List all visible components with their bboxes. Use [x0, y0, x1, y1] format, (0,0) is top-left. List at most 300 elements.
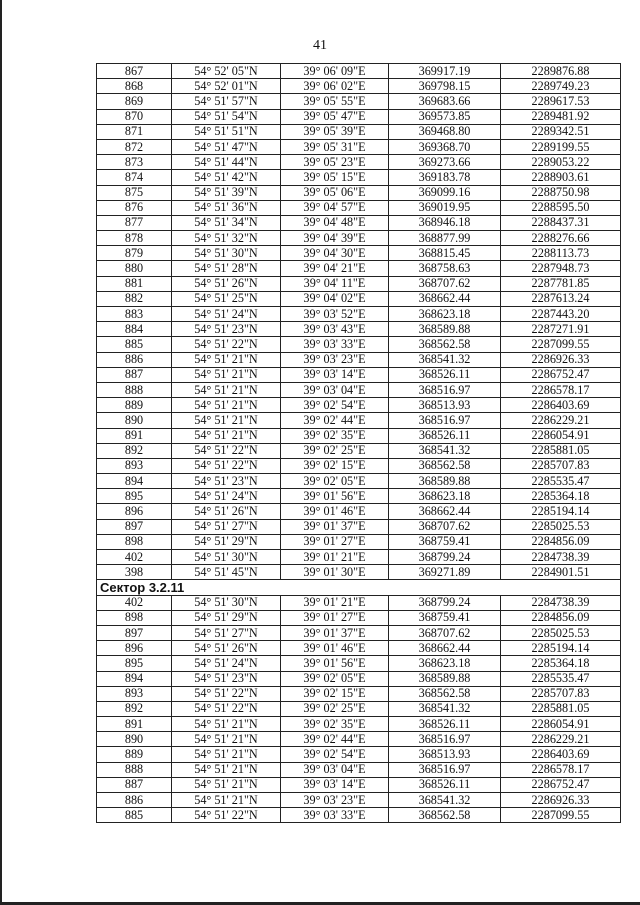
latitude-cell: 54° 51' 21"N — [172, 398, 281, 413]
latitude-cell: 54° 51' 54"N — [172, 109, 281, 124]
x-coordinate-cell: 369368.70 — [389, 139, 501, 154]
latitude-cell: 54° 51' 39"N — [172, 185, 281, 200]
table-row — [97, 413, 621, 428]
longitude-cell: 39° 03' 23"E — [281, 352, 389, 367]
x-coordinate-cell: 368707.62 — [389, 519, 501, 534]
longitude-cell: 39° 02' 25"E — [281, 701, 389, 716]
point-number-cell: 890 — [97, 732, 172, 747]
point-number-cell: 870 — [97, 109, 172, 124]
y-coordinate-cell: 2286926.33 — [501, 793, 621, 808]
longitude-cell: 39° 02' 44"E — [281, 413, 389, 428]
longitude-cell: 39° 02' 05"E — [281, 671, 389, 686]
point-number-cell: 892 — [97, 443, 172, 458]
y-coordinate-cell: 2284901.51 — [501, 565, 621, 580]
point-number-cell: 877 — [97, 215, 172, 230]
y-coordinate-cell: 2286578.17 — [501, 382, 621, 397]
y-coordinate-cell: 2287099.55 — [501, 337, 621, 352]
longitude-cell: 39° 01' 46"E — [281, 641, 389, 656]
table-row — [97, 610, 621, 625]
table-row — [97, 717, 621, 732]
longitude-cell: 39° 04' 48"E — [281, 215, 389, 230]
longitude-cell: 39° 01' 37"E — [281, 625, 389, 640]
y-coordinate-cell: 2289749.23 — [501, 79, 621, 94]
page-border-left — [0, 0, 2, 905]
point-number-cell: 887 — [97, 777, 172, 792]
table-row — [97, 185, 621, 200]
x-coordinate-cell: 369798.15 — [389, 79, 501, 94]
table-row — [97, 322, 621, 337]
longitude-cell: 39° 05' 15"E — [281, 170, 389, 185]
longitude-cell: 39° 06' 09"E — [281, 64, 389, 79]
longitude-cell: 39° 03' 52"E — [281, 307, 389, 322]
x-coordinate-cell: 368541.32 — [389, 701, 501, 716]
point-number-cell: 869 — [97, 94, 172, 109]
table-row — [97, 732, 621, 747]
latitude-cell: 54° 51' 44"N — [172, 155, 281, 170]
latitude-cell: 54° 51' 21"N — [172, 747, 281, 762]
point-number-cell: 883 — [97, 307, 172, 322]
x-coordinate-cell: 368662.44 — [389, 504, 501, 519]
latitude-cell: 54° 51' 26"N — [172, 504, 281, 519]
point-number-cell: 882 — [97, 291, 172, 306]
longitude-cell: 39° 02' 54"E — [281, 398, 389, 413]
y-coordinate-cell: 2286229.21 — [501, 732, 621, 747]
x-coordinate-cell: 368541.32 — [389, 793, 501, 808]
longitude-cell: 39° 03' 14"E — [281, 777, 389, 792]
x-coordinate-cell: 369573.85 — [389, 109, 501, 124]
x-coordinate-cell: 368589.88 — [389, 671, 501, 686]
point-number-cell: 881 — [97, 276, 172, 291]
latitude-cell: 54° 51' 28"N — [172, 261, 281, 276]
longitude-cell: 39° 01' 30"E — [281, 565, 389, 580]
point-number-cell: 885 — [97, 808, 172, 823]
coordinates-table — [96, 63, 621, 823]
y-coordinate-cell: 2286578.17 — [501, 762, 621, 777]
latitude-cell: 54° 51' 30"N — [172, 595, 281, 610]
longitude-cell: 39° 06' 02"E — [281, 79, 389, 94]
y-coordinate-cell: 2284738.39 — [501, 595, 621, 610]
x-coordinate-cell: 368799.24 — [389, 550, 501, 565]
table-row — [97, 474, 621, 489]
table-row — [97, 155, 621, 170]
x-coordinate-cell: 368707.62 — [389, 276, 501, 291]
table-row — [97, 337, 621, 352]
table-row — [97, 79, 621, 94]
point-number-cell: 876 — [97, 200, 172, 215]
longitude-cell: 39° 03' 33"E — [281, 337, 389, 352]
table-row — [97, 170, 621, 185]
table-row — [97, 671, 621, 686]
x-coordinate-cell: 368526.11 — [389, 717, 501, 732]
point-number-cell: 897 — [97, 625, 172, 640]
table-row — [97, 686, 621, 701]
latitude-cell: 54° 51' 21"N — [172, 793, 281, 808]
latitude-cell: 54° 51' 22"N — [172, 337, 281, 352]
y-coordinate-cell: 2285194.14 — [501, 641, 621, 656]
point-number-cell: 867 — [97, 64, 172, 79]
longitude-cell: 39° 01' 56"E — [281, 489, 389, 504]
longitude-cell: 39° 03' 04"E — [281, 382, 389, 397]
longitude-cell: 39° 04' 02"E — [281, 291, 389, 306]
x-coordinate-cell: 368815.45 — [389, 246, 501, 261]
longitude-cell: 39° 02' 25"E — [281, 443, 389, 458]
x-coordinate-cell: 369273.66 — [389, 155, 501, 170]
latitude-cell: 54° 51' 26"N — [172, 276, 281, 291]
x-coordinate-cell: 368707.62 — [389, 625, 501, 640]
y-coordinate-cell: 2286054.91 — [501, 428, 621, 443]
x-coordinate-cell: 368562.58 — [389, 808, 501, 823]
y-coordinate-cell: 2286752.47 — [501, 367, 621, 382]
table-row — [97, 625, 621, 640]
longitude-cell: 39° 02' 54"E — [281, 747, 389, 762]
y-coordinate-cell: 2288113.73 — [501, 246, 621, 261]
y-coordinate-cell: 2286926.33 — [501, 352, 621, 367]
point-number-cell: 886 — [97, 793, 172, 808]
x-coordinate-cell: 368562.58 — [389, 458, 501, 473]
point-number-cell: 895 — [97, 656, 172, 671]
table-row — [97, 777, 621, 792]
point-number-cell: 868 — [97, 79, 172, 94]
latitude-cell: 54° 51' 22"N — [172, 701, 281, 716]
y-coordinate-cell: 2287099.55 — [501, 808, 621, 823]
point-number-cell: 402 — [97, 595, 172, 610]
longitude-cell: 39° 02' 05"E — [281, 474, 389, 489]
point-number-cell: 871 — [97, 124, 172, 139]
point-number-cell: 885 — [97, 337, 172, 352]
table-row — [97, 291, 621, 306]
y-coordinate-cell: 2285025.53 — [501, 625, 621, 640]
table-row — [97, 808, 621, 823]
longitude-cell: 39° 01' 46"E — [281, 504, 389, 519]
y-coordinate-cell: 2287781.85 — [501, 276, 621, 291]
table-row — [97, 367, 621, 382]
longitude-cell: 39° 04' 30"E — [281, 246, 389, 261]
table-row — [97, 139, 621, 154]
x-coordinate-cell: 369019.95 — [389, 200, 501, 215]
longitude-cell: 39° 05' 55"E — [281, 94, 389, 109]
y-coordinate-cell: 2284856.09 — [501, 534, 621, 549]
longitude-cell: 39° 01' 27"E — [281, 534, 389, 549]
y-coordinate-cell: 2289617.53 — [501, 94, 621, 109]
longitude-cell: 39° 04' 57"E — [281, 200, 389, 215]
y-coordinate-cell: 2286229.21 — [501, 413, 621, 428]
x-coordinate-cell: 368623.18 — [389, 489, 501, 504]
table-row — [97, 94, 621, 109]
point-number-cell: 872 — [97, 139, 172, 154]
latitude-cell: 54° 51' 21"N — [172, 382, 281, 397]
x-coordinate-cell: 368541.32 — [389, 443, 501, 458]
latitude-cell: 54° 51' 25"N — [172, 291, 281, 306]
latitude-cell: 54° 51' 21"N — [172, 777, 281, 792]
point-number-cell: 884 — [97, 322, 172, 337]
point-number-cell: 891 — [97, 717, 172, 732]
x-coordinate-cell: 368589.88 — [389, 474, 501, 489]
y-coordinate-cell: 2285707.83 — [501, 458, 621, 473]
longitude-cell: 39° 03' 43"E — [281, 322, 389, 337]
y-coordinate-cell: 2285364.18 — [501, 489, 621, 504]
x-coordinate-cell: 369917.19 — [389, 64, 501, 79]
latitude-cell: 54° 51' 27"N — [172, 519, 281, 534]
latitude-cell: 54° 51' 29"N — [172, 610, 281, 625]
point-number-cell: 886 — [97, 352, 172, 367]
point-number-cell: 878 — [97, 231, 172, 246]
point-number-cell: 896 — [97, 641, 172, 656]
x-coordinate-cell: 368526.11 — [389, 367, 501, 382]
x-coordinate-cell: 368526.11 — [389, 777, 501, 792]
x-coordinate-cell: 368759.41 — [389, 610, 501, 625]
x-coordinate-cell: 369099.16 — [389, 185, 501, 200]
latitude-cell: 54° 51' 57"N — [172, 94, 281, 109]
table-row — [97, 747, 621, 762]
y-coordinate-cell: 2287443.20 — [501, 307, 621, 322]
y-coordinate-cell: 2288437.31 — [501, 215, 621, 230]
latitude-cell: 54° 51' 23"N — [172, 474, 281, 489]
y-coordinate-cell: 2289342.51 — [501, 124, 621, 139]
longitude-cell: 39° 02' 44"E — [281, 732, 389, 747]
point-number-cell: 889 — [97, 747, 172, 762]
y-coordinate-cell: 2289053.22 — [501, 155, 621, 170]
point-number-cell: 894 — [97, 474, 172, 489]
point-number-cell: 892 — [97, 701, 172, 716]
x-coordinate-cell: 368513.93 — [389, 747, 501, 762]
x-coordinate-cell: 368516.97 — [389, 762, 501, 777]
longitude-cell: 39° 01' 27"E — [281, 610, 389, 625]
latitude-cell: 54° 51' 27"N — [172, 625, 281, 640]
y-coordinate-cell: 2286403.69 — [501, 747, 621, 762]
point-number-cell: 874 — [97, 170, 172, 185]
point-number-cell: 879 — [97, 246, 172, 261]
point-number-cell: 873 — [97, 155, 172, 170]
y-coordinate-cell: 2285881.05 — [501, 443, 621, 458]
table-row — [97, 200, 621, 215]
y-coordinate-cell: 2289481.92 — [501, 109, 621, 124]
y-coordinate-cell: 2288750.98 — [501, 185, 621, 200]
y-coordinate-cell: 2284738.39 — [501, 550, 621, 565]
latitude-cell: 54° 51' 34"N — [172, 215, 281, 230]
point-number-cell: 894 — [97, 671, 172, 686]
longitude-cell: 39° 05' 39"E — [281, 124, 389, 139]
x-coordinate-cell: 368526.11 — [389, 428, 501, 443]
latitude-cell: 54° 51' 21"N — [172, 367, 281, 382]
latitude-cell: 54° 51' 24"N — [172, 656, 281, 671]
longitude-cell: 39° 02' 35"E — [281, 428, 389, 443]
y-coordinate-cell: 2286403.69 — [501, 398, 621, 413]
table-row — [97, 595, 621, 610]
y-coordinate-cell: 2289199.55 — [501, 139, 621, 154]
x-coordinate-cell: 368516.97 — [389, 413, 501, 428]
table-row — [97, 489, 621, 504]
table-row — [97, 109, 621, 124]
longitude-cell: 39° 03' 33"E — [281, 808, 389, 823]
latitude-cell: 54° 51' 21"N — [172, 413, 281, 428]
latitude-cell: 54° 51' 23"N — [172, 671, 281, 686]
x-coordinate-cell: 368562.58 — [389, 686, 501, 701]
point-number-cell: 402 — [97, 550, 172, 565]
point-number-cell: 893 — [97, 686, 172, 701]
point-number-cell: 889 — [97, 398, 172, 413]
point-number-cell: 875 — [97, 185, 172, 200]
x-coordinate-cell: 368759.41 — [389, 534, 501, 549]
x-coordinate-cell: 368513.93 — [389, 398, 501, 413]
latitude-cell: 54° 52' 01"N — [172, 79, 281, 94]
x-coordinate-cell: 369271.89 — [389, 565, 501, 580]
table-row — [97, 64, 621, 79]
longitude-cell: 39° 05' 23"E — [281, 155, 389, 170]
latitude-cell: 54° 51' 24"N — [172, 307, 281, 322]
table-row — [97, 307, 621, 322]
y-coordinate-cell: 2285535.47 — [501, 671, 621, 686]
table-row — [97, 762, 621, 777]
table-row — [97, 458, 621, 473]
latitude-cell: 54° 51' 21"N — [172, 352, 281, 367]
longitude-cell: 39° 01' 21"E — [281, 595, 389, 610]
x-coordinate-cell: 368562.58 — [389, 337, 501, 352]
point-number-cell: 398 — [97, 565, 172, 580]
point-number-cell: 888 — [97, 382, 172, 397]
latitude-cell: 54° 51' 29"N — [172, 534, 281, 549]
latitude-cell: 54° 51' 24"N — [172, 489, 281, 504]
longitude-cell: 39° 01' 21"E — [281, 550, 389, 565]
y-coordinate-cell: 2285881.05 — [501, 701, 621, 716]
latitude-cell: 54° 51' 22"N — [172, 686, 281, 701]
y-coordinate-cell: 2285194.14 — [501, 504, 621, 519]
y-coordinate-cell: 2286054.91 — [501, 717, 621, 732]
table-row — [97, 246, 621, 261]
point-number-cell: 891 — [97, 428, 172, 443]
latitude-cell: 54° 51' 21"N — [172, 762, 281, 777]
table-row — [97, 550, 621, 565]
latitude-cell: 54° 51' 22"N — [172, 458, 281, 473]
y-coordinate-cell: 2288276.66 — [501, 231, 621, 246]
latitude-cell: 54° 51' 47"N — [172, 139, 281, 154]
y-coordinate-cell: 2287613.24 — [501, 291, 621, 306]
x-coordinate-cell: 369183.78 — [389, 170, 501, 185]
table-row — [97, 215, 621, 230]
longitude-cell: 39° 03' 23"E — [281, 793, 389, 808]
point-number-cell: 896 — [97, 504, 172, 519]
y-coordinate-cell: 2288595.50 — [501, 200, 621, 215]
y-coordinate-cell: 2287271.91 — [501, 322, 621, 337]
latitude-cell: 54° 51' 21"N — [172, 732, 281, 747]
x-coordinate-cell: 368758.63 — [389, 261, 501, 276]
table-row — [97, 276, 621, 291]
y-coordinate-cell: 2289876.88 — [501, 64, 621, 79]
y-coordinate-cell: 2287948.73 — [501, 261, 621, 276]
y-coordinate-cell: 2285364.18 — [501, 656, 621, 671]
x-coordinate-cell: 368662.44 — [389, 641, 501, 656]
point-number-cell: 893 — [97, 458, 172, 473]
x-coordinate-cell: 368516.97 — [389, 732, 501, 747]
longitude-cell: 39° 03' 14"E — [281, 367, 389, 382]
x-coordinate-cell: 368662.44 — [389, 291, 501, 306]
table-row — [97, 428, 621, 443]
latitude-cell: 54° 51' 22"N — [172, 443, 281, 458]
table-row — [97, 398, 621, 413]
x-coordinate-cell: 369468.80 — [389, 124, 501, 139]
latitude-cell: 54° 51' 21"N — [172, 717, 281, 732]
table-row — [97, 565, 621, 580]
sector-heading-row — [97, 580, 621, 595]
longitude-cell: 39° 04' 21"E — [281, 261, 389, 276]
latitude-cell: 54° 51' 26"N — [172, 641, 281, 656]
point-number-cell: 890 — [97, 413, 172, 428]
latitude-cell: 54° 51' 21"N — [172, 428, 281, 443]
table-row — [97, 352, 621, 367]
longitude-cell: 39° 04' 39"E — [281, 231, 389, 246]
table-row — [97, 534, 621, 549]
table-row — [97, 124, 621, 139]
point-number-cell: 897 — [97, 519, 172, 534]
longitude-cell: 39° 01' 56"E — [281, 656, 389, 671]
table-row — [97, 656, 621, 671]
longitude-cell: 39° 05' 31"E — [281, 139, 389, 154]
table-row — [97, 382, 621, 397]
table-row — [97, 231, 621, 246]
table-row — [97, 793, 621, 808]
page-number: 41 — [313, 38, 327, 53]
x-coordinate-cell: 369683.66 — [389, 94, 501, 109]
latitude-cell: 54° 51' 32"N — [172, 231, 281, 246]
longitude-cell: 39° 02' 15"E — [281, 458, 389, 473]
longitude-cell: 39° 05' 47"E — [281, 109, 389, 124]
point-number-cell: 880 — [97, 261, 172, 276]
x-coordinate-cell: 368589.88 — [389, 322, 501, 337]
point-number-cell: 887 — [97, 367, 172, 382]
latitude-cell: 54° 51' 22"N — [172, 808, 281, 823]
point-number-cell: 898 — [97, 534, 172, 549]
latitude-cell: 54° 51' 30"N — [172, 246, 281, 261]
y-coordinate-cell: 2285025.53 — [501, 519, 621, 534]
y-coordinate-cell: 2288903.61 — [501, 170, 621, 185]
x-coordinate-cell: 368877.99 — [389, 231, 501, 246]
table-row — [97, 701, 621, 716]
x-coordinate-cell: 368946.18 — [389, 215, 501, 230]
table-row — [97, 261, 621, 276]
point-number-cell: 888 — [97, 762, 172, 777]
y-coordinate-cell: 2286752.47 — [501, 777, 621, 792]
sector-heading: Сектор 3.2.11 — [97, 580, 621, 595]
point-number-cell: 895 — [97, 489, 172, 504]
x-coordinate-cell: 368799.24 — [389, 595, 501, 610]
latitude-cell: 54° 51' 36"N — [172, 200, 281, 215]
longitude-cell: 39° 02' 15"E — [281, 686, 389, 701]
latitude-cell: 54° 51' 51"N — [172, 124, 281, 139]
latitude-cell: 54° 51' 42"N — [172, 170, 281, 185]
table-row — [97, 641, 621, 656]
longitude-cell: 39° 04' 11"E — [281, 276, 389, 291]
table-row — [97, 443, 621, 458]
x-coordinate-cell: 368516.97 — [389, 382, 501, 397]
latitude-cell: 54° 52' 05"N — [172, 64, 281, 79]
x-coordinate-cell: 368623.18 — [389, 656, 501, 671]
table-row — [97, 519, 621, 534]
longitude-cell: 39° 03' 04"E — [281, 762, 389, 777]
coordinates-table-body — [97, 64, 621, 823]
y-coordinate-cell: 2285707.83 — [501, 686, 621, 701]
x-coordinate-cell: 368541.32 — [389, 352, 501, 367]
y-coordinate-cell: 2284856.09 — [501, 610, 621, 625]
latitude-cell: 54° 51' 45"N — [172, 565, 281, 580]
longitude-cell: 39° 02' 35"E — [281, 717, 389, 732]
x-coordinate-cell: 368623.18 — [389, 307, 501, 322]
table-row — [97, 504, 621, 519]
latitude-cell: 54° 51' 23"N — [172, 322, 281, 337]
y-coordinate-cell: 2285535.47 — [501, 474, 621, 489]
latitude-cell: 54° 51' 30"N — [172, 550, 281, 565]
longitude-cell: 39° 05' 06"E — [281, 185, 389, 200]
longitude-cell: 39° 01' 37"E — [281, 519, 389, 534]
point-number-cell: 898 — [97, 610, 172, 625]
